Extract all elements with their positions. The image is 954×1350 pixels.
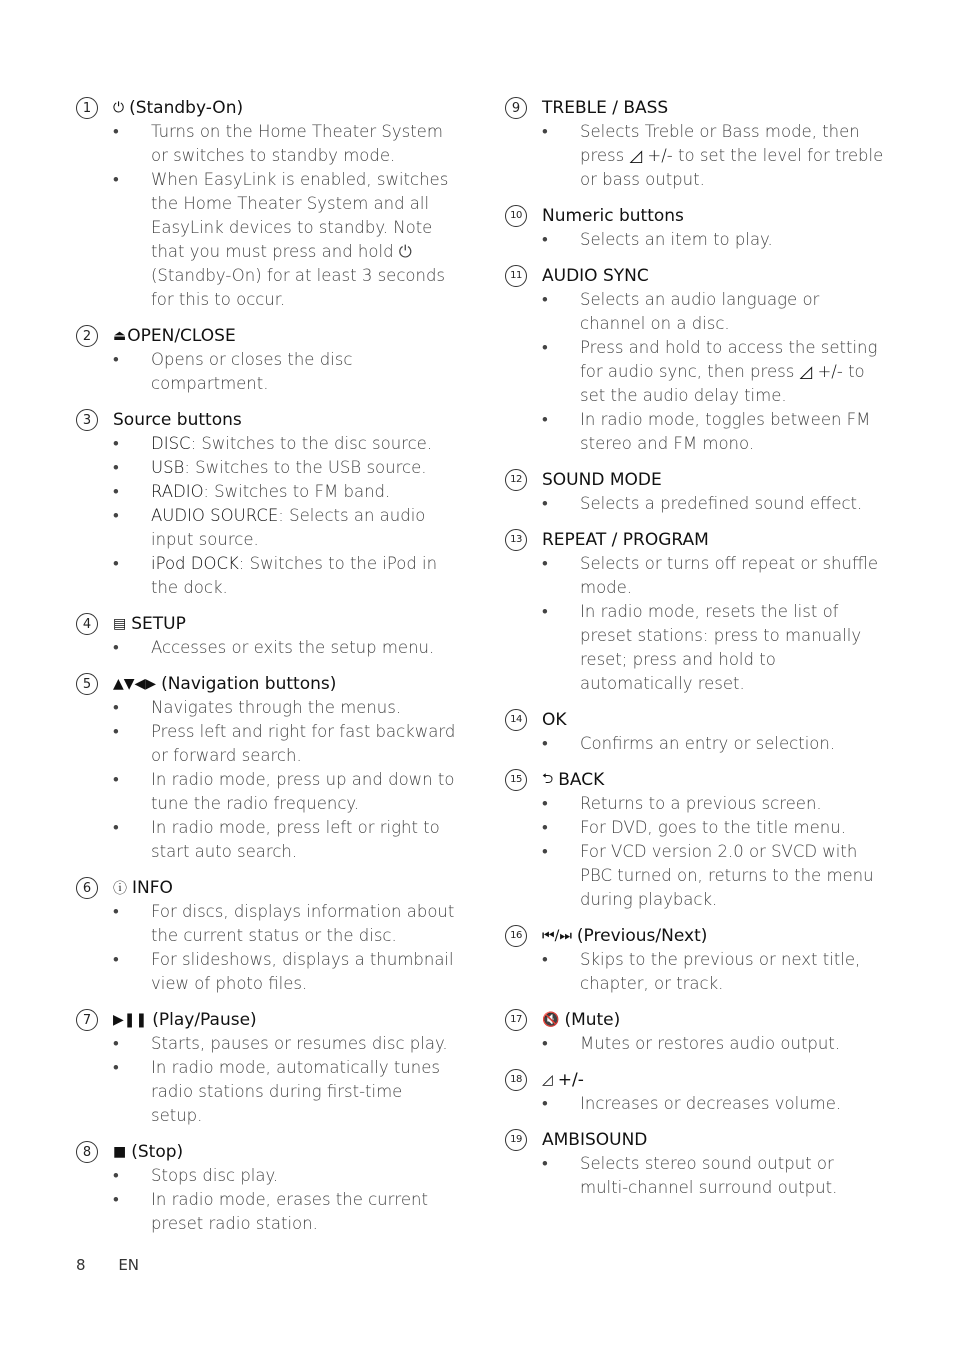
control-heading bbox=[505, 1068, 885, 1092]
bullet-item: • Opens or closes the disc compartment. bbox=[76, 348, 456, 396]
item-number-badge: 2 bbox=[76, 325, 98, 347]
left-column bbox=[76, 96, 456, 1248]
item-number-badge: 16 bbox=[505, 925, 527, 947]
bullet-item: • For DVD, goes to the title menu. bbox=[505, 816, 885, 840]
bullet-item: • For slideshows, displays a thumbnail view of photo files. bbox=[76, 948, 456, 996]
bullet-list bbox=[505, 492, 885, 516]
control-title: TREBLE / BASS bbox=[542, 98, 669, 118]
bullet-list bbox=[76, 120, 456, 312]
bullet-item: • For discs, displays information about the current status or the disc. bbox=[76, 900, 456, 948]
bullet-item: • Mutes or restores audio output. bbox=[505, 1032, 885, 1056]
control-title: (Standby-On) bbox=[129, 98, 244, 118]
control-heading bbox=[505, 1128, 885, 1152]
bullet-item: • In radio mode, press left or right to start auto search. bbox=[76, 816, 456, 864]
control-item-12 bbox=[505, 468, 885, 516]
bullet-list bbox=[76, 1164, 456, 1236]
bullet-item: • Stops disc play. bbox=[76, 1164, 456, 1188]
item-number-badge: 15 bbox=[505, 769, 527, 791]
bullet-item: • In radio mode, erases the current preset radio station. bbox=[76, 1188, 456, 1236]
power-icon: ⏻ bbox=[113, 100, 125, 116]
control-heading bbox=[76, 876, 456, 900]
bullet-text: : Switches to the USB source. bbox=[184, 458, 427, 477]
bullet-item: • In radio mode, press up and down to tune the radio frequency. bbox=[76, 768, 456, 816]
item-number-badge: 5 bbox=[76, 673, 98, 695]
setup-icon: ▤ bbox=[113, 616, 127, 632]
item-number-badge: 19 bbox=[505, 1129, 527, 1151]
control-heading bbox=[505, 96, 885, 120]
bullet-list bbox=[505, 1152, 885, 1200]
bullet-item: • For VCD version 2.0 or SVCD with PBC turned on, returns to the menu during playback. bbox=[505, 840, 885, 912]
bullet-item bbox=[505, 336, 885, 408]
control-title: INFO bbox=[132, 878, 173, 898]
control-item-5 bbox=[76, 672, 456, 864]
control-title: REPEAT / PROGRAM bbox=[542, 530, 709, 550]
bullet-item: • Increases or decreases volume. bbox=[505, 1092, 885, 1116]
item-number-badge: 8 bbox=[76, 1141, 98, 1163]
control-item-7 bbox=[76, 1008, 456, 1128]
bullet-list bbox=[505, 120, 885, 192]
control-title: AUDIO SYNC bbox=[542, 266, 649, 286]
source-button-name: USB bbox=[151, 458, 185, 477]
control-heading bbox=[505, 204, 885, 228]
control-item-2 bbox=[76, 324, 456, 396]
item-number-badge: 13 bbox=[505, 529, 527, 551]
bullet-item: • Skips to the previous or next title, chapter, or track. bbox=[505, 948, 885, 996]
control-heading bbox=[505, 924, 885, 948]
bullet-item: • Selects an audio language or channel on a disc. bbox=[505, 288, 885, 336]
bullet-item: • Press left and right for fast backward or forward search. bbox=[76, 720, 456, 768]
bullet-list bbox=[505, 1092, 885, 1116]
language-code: EN bbox=[118, 1256, 140, 1274]
control-title: OPEN/CLOSE bbox=[127, 326, 236, 346]
bullet-text: Selects Treble or Bass mode, then press bbox=[580, 122, 860, 165]
control-item-4 bbox=[76, 612, 456, 660]
control-title: OK bbox=[542, 710, 567, 730]
control-title: AMBISOUND bbox=[542, 1130, 648, 1150]
bullet-item: • In radio mode, resets the list of preset stations: press to manually reset; press and hold to automatically reset. bbox=[505, 600, 885, 696]
bullet-list bbox=[505, 792, 885, 912]
control-heading bbox=[505, 264, 885, 288]
play-pause-icon: ▶❚❚ bbox=[113, 1012, 148, 1028]
bullet-text: : Switches to the disc source. bbox=[190, 434, 433, 453]
control-heading bbox=[505, 468, 885, 492]
source-button-name: RADIO bbox=[151, 482, 204, 501]
bullet-list bbox=[76, 636, 456, 660]
control-item-14 bbox=[505, 708, 885, 756]
bullet-item: • Returns to a previous screen. bbox=[505, 792, 885, 816]
bullet-item bbox=[76, 480, 456, 504]
back-icon: ⮌ bbox=[542, 771, 554, 787]
eject-icon: ⏏ bbox=[113, 328, 127, 344]
control-item-8 bbox=[76, 1140, 456, 1236]
item-number-badge: 1 bbox=[76, 97, 98, 119]
source-button-name: AUDIO SOURCE bbox=[151, 506, 279, 525]
item-number-badge: 4 bbox=[76, 613, 98, 635]
bullet-text: : Switches to FM band. bbox=[203, 482, 391, 501]
control-item-19 bbox=[505, 1128, 885, 1200]
bullet-list bbox=[505, 732, 885, 756]
previous-next-icon: ⏮/⏭ bbox=[542, 928, 572, 944]
info-icon: ⓘ bbox=[113, 881, 127, 897]
control-item-6 bbox=[76, 876, 456, 996]
bullet-text: Press and hold to access the setting for audio sync, then press bbox=[580, 338, 878, 381]
bullet-text: to set the level for treble or bass output. bbox=[580, 146, 884, 189]
bullet-list bbox=[505, 288, 885, 456]
control-title: (Play/Pause) bbox=[152, 1010, 257, 1030]
bullet-item: • Accesses or exits the setup menu. bbox=[76, 636, 456, 660]
item-number-badge: 12 bbox=[505, 469, 527, 491]
item-number-badge: 9 bbox=[505, 97, 527, 119]
bullet-item bbox=[76, 504, 456, 552]
control-heading bbox=[505, 708, 885, 732]
control-heading bbox=[76, 1140, 456, 1164]
item-number-badge: 3 bbox=[76, 409, 98, 431]
item-number-badge: 18 bbox=[505, 1069, 527, 1091]
bullet-text: to set the audio delay time. bbox=[580, 362, 865, 405]
control-heading bbox=[76, 1008, 456, 1032]
bullet-text: : Switches to the iPod in the dock. bbox=[151, 554, 438, 597]
control-heading bbox=[76, 612, 456, 636]
bullet-list bbox=[76, 1032, 456, 1128]
bullet-list bbox=[76, 696, 456, 864]
control-title: (Mute) bbox=[564, 1010, 621, 1030]
control-title: Numeric buttons bbox=[542, 206, 684, 226]
control-title: Source buttons bbox=[113, 410, 242, 430]
page-footer bbox=[76, 1256, 139, 1274]
control-title: (Previous/Next) bbox=[576, 926, 708, 946]
bullet-list bbox=[505, 1032, 885, 1056]
bullet-item: • Selects an item to play. bbox=[505, 228, 885, 252]
control-item-16 bbox=[505, 924, 885, 996]
volume-icon: ◿ bbox=[542, 1072, 553, 1088]
bullet-item bbox=[76, 432, 456, 456]
volume-button-ref: ◿ +/- bbox=[629, 146, 673, 165]
source-button-name: DISC bbox=[151, 434, 191, 453]
bullet-text: : Selects an audio input source. bbox=[151, 506, 426, 549]
item-number-badge: 17 bbox=[505, 1009, 527, 1031]
page-number: 8 bbox=[76, 1256, 86, 1274]
bullet-item bbox=[76, 456, 456, 480]
bullet-item: • Turns on the Home Theater System or switches to standby mode. bbox=[76, 120, 456, 168]
bullet-list bbox=[76, 900, 456, 996]
control-item-18 bbox=[505, 1068, 885, 1116]
bullet-item: • Starts, pauses or resumes disc play. bbox=[76, 1032, 456, 1056]
control-title: SOUND MODE bbox=[542, 470, 662, 490]
control-item-15 bbox=[505, 768, 885, 912]
bullet-item: • Selects a predefined sound effect. bbox=[505, 492, 885, 516]
control-title: BACK bbox=[558, 770, 605, 790]
bullet-item: • Navigates through the menus. bbox=[76, 696, 456, 720]
bullet-item bbox=[505, 120, 885, 192]
bullet-item: • Selects or turns off repeat or shuffle mode. bbox=[505, 552, 885, 600]
control-heading bbox=[505, 768, 885, 792]
bullet-item: • In radio mode, toggles between FM stereo and FM mono. bbox=[505, 408, 885, 456]
item-number-badge: 10 bbox=[505, 205, 527, 227]
control-item-10 bbox=[505, 204, 885, 252]
control-heading bbox=[76, 672, 456, 696]
volume-button-ref: ◿ +/- bbox=[799, 362, 843, 381]
bullet-list bbox=[76, 432, 456, 600]
control-item-1 bbox=[76, 96, 456, 312]
bullet-item: • When EasyLink is enabled, switches the Home Theater System and all EasyLink devices to standby. Note that you must press and hold ⏻ (Standby-On) for at least 3 seconds for this to occur. bbox=[76, 168, 456, 312]
control-item-3 bbox=[76, 408, 456, 600]
bullet-item bbox=[76, 552, 456, 600]
control-title: SETUP bbox=[131, 614, 186, 634]
control-title: (Stop) bbox=[131, 1142, 184, 1162]
bullet-item: • Selects stereo sound output or multi-channel surround output. bbox=[505, 1152, 885, 1200]
bullet-list bbox=[505, 228, 885, 252]
item-number-badge: 14 bbox=[505, 709, 527, 731]
right-column bbox=[505, 96, 885, 1212]
control-heading bbox=[76, 408, 456, 432]
control-title: +/- bbox=[557, 1070, 584, 1090]
bullet-item: • In radio mode, automatically tunes radio stations during first-time setup. bbox=[76, 1056, 456, 1128]
control-heading bbox=[76, 96, 456, 120]
control-item-11 bbox=[505, 264, 885, 456]
control-item-17 bbox=[505, 1008, 885, 1056]
bullet-list bbox=[505, 948, 885, 996]
item-number-badge: 6 bbox=[76, 877, 98, 899]
bullet-list bbox=[505, 552, 885, 696]
control-item-13 bbox=[505, 528, 885, 696]
bullet-list bbox=[76, 348, 456, 396]
control-heading bbox=[76, 324, 456, 348]
item-number-badge: 11 bbox=[505, 265, 527, 287]
item-number-badge: 7 bbox=[76, 1009, 98, 1031]
control-heading bbox=[505, 528, 885, 552]
bullet-item: • Confirms an entry or selection. bbox=[505, 732, 885, 756]
control-item-9 bbox=[505, 96, 885, 192]
navigation-arrows-icon: ▲▼◀▶ bbox=[113, 676, 157, 692]
control-heading bbox=[505, 1008, 885, 1032]
source-button-name: iPod DOCK bbox=[151, 554, 239, 573]
mute-icon: 🔇 bbox=[542, 1012, 560, 1028]
control-title: (Navigation buttons) bbox=[161, 674, 337, 694]
stop-icon: ■ bbox=[113, 1144, 127, 1160]
